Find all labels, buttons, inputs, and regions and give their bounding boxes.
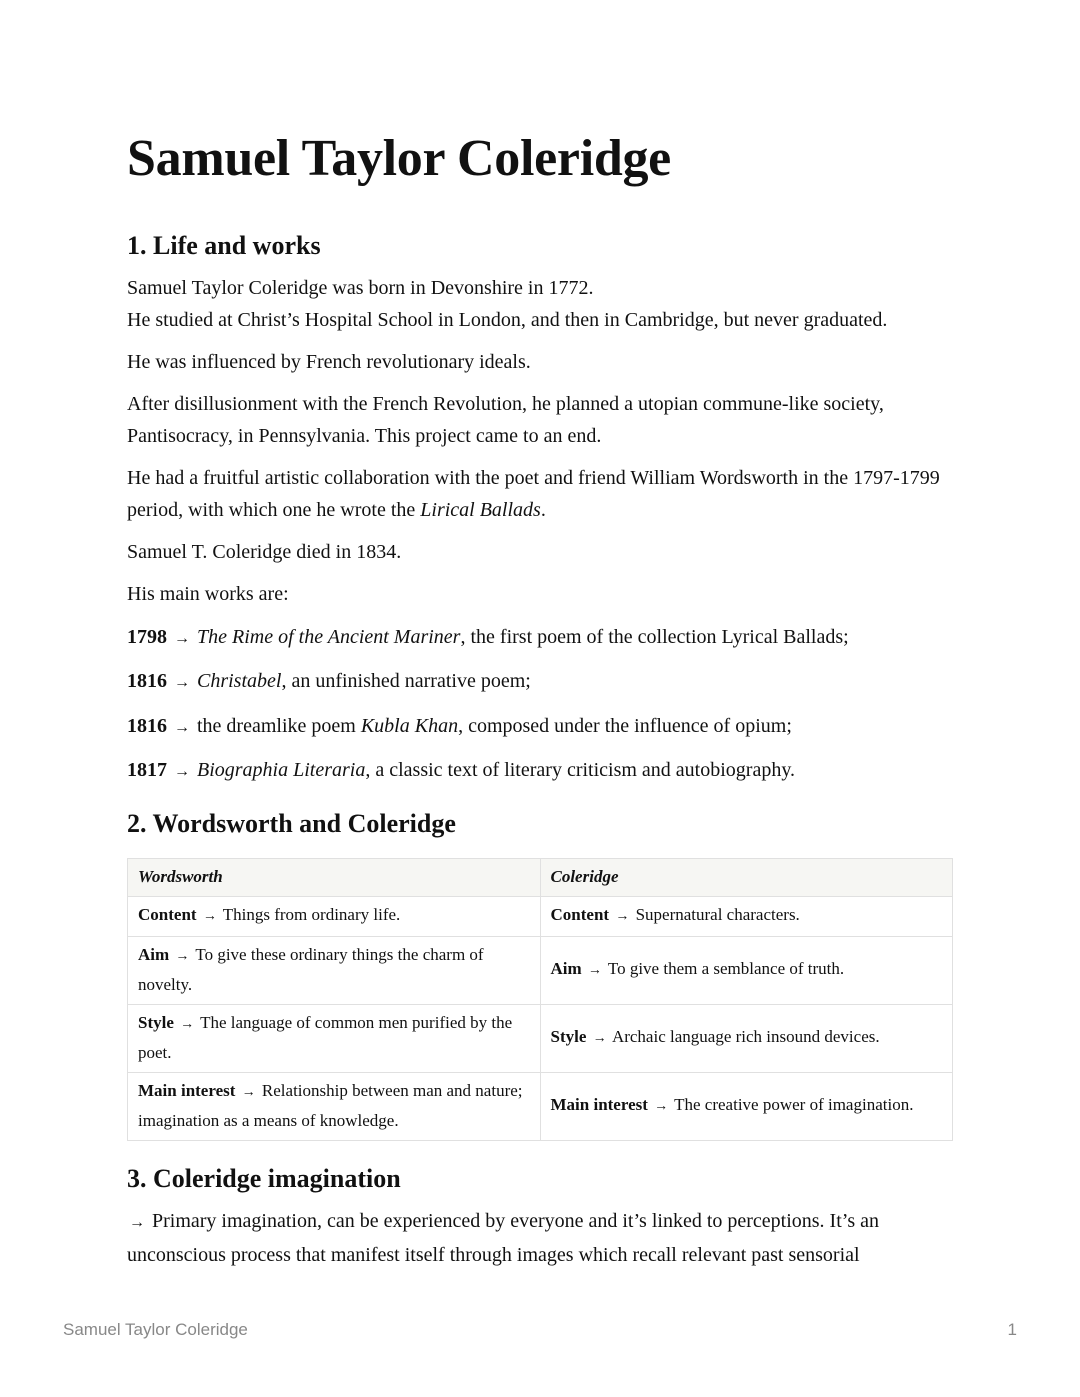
table-header-row (128, 859, 953, 897)
cell-text: Archaic language rich insound devices. (611, 1027, 880, 1046)
cell-label: Main interest (550, 1095, 648, 1114)
cell-text: Things from ordinary life. (222, 905, 401, 924)
cell-label: Aim (550, 959, 582, 978)
table-row (128, 1005, 953, 1073)
work-year: 1816 (127, 670, 167, 692)
cell-label: Style (138, 1013, 174, 1032)
paragraph: He was influenced by French revolutionary ideals. (127, 351, 531, 373)
arrow-right-icon: → (174, 674, 190, 691)
table-cell (128, 937, 541, 1005)
arrow-right-icon: → (174, 718, 190, 736)
document-page (127, 128, 953, 1271)
paragraph-text: Primary imagination, can be experienced by everyone and it’s linked to perceptions. It’s an unconscious process that manifest itself through images which recall relevant past sensorial (127, 1210, 879, 1266)
cell-label: Content (550, 905, 610, 924)
arrow-right-icon: → (241, 1085, 256, 1100)
cell-text: To give these ordinary things the charm of novelty. (138, 945, 484, 994)
works-list (127, 621, 953, 789)
table-cell (540, 897, 953, 937)
work-year: 1817 (127, 759, 167, 781)
paragraph-line: Samuel Taylor Coleridge was born in Devonshire in 1772. (127, 277, 594, 299)
cell-label: Style (550, 1027, 587, 1046)
cell-label: Main interest (138, 1081, 236, 1100)
table-cell (540, 1005, 953, 1073)
section-heading-life-and-works: 1. Life and works (127, 231, 321, 260)
arrow-right-icon: → (129, 1214, 145, 1231)
arrow-right-icon: → (202, 909, 217, 924)
paragraph (127, 462, 953, 526)
work-item (127, 621, 953, 655)
cell-text: To give them a semblance of truth. (607, 959, 845, 978)
table-cell (128, 1005, 541, 1073)
cell-text: Relationship between man and nature; imagination as a means of knowledge. (138, 1081, 523, 1130)
arrow-right-icon: → (615, 909, 630, 924)
page-title: Samuel Taylor Coleridge (127, 130, 671, 187)
column-header-coleridge: Coleridge (540, 859, 953, 897)
work-text: , composed under the influence of opium; (458, 714, 792, 737)
work-item (127, 665, 953, 699)
arrow-right-icon: → (175, 949, 190, 964)
paragraph-text: He had a fruitful artistic collaboration with the poet and friend William Wordsworth in the 1797-1799 period, with which one he wrote the (127, 467, 940, 521)
table-row (128, 1073, 953, 1141)
paragraph: After disillusionment with the French Revolution, he planned a utopian commune-like society, Pantisocracy, in Pennsylvania. This project came to an end. (127, 393, 884, 447)
arrow-right-icon: → (180, 1017, 195, 1032)
work-title: Biographia Literaria (197, 759, 366, 781)
work-year: 1798 (127, 625, 167, 648)
table-cell (540, 937, 953, 1005)
arrow-right-icon: → (654, 1099, 669, 1114)
work-year: 1816 (127, 714, 167, 737)
paragraph-line: He studied at Christ’s Hospital School in London, and then in Cambridge, but never graduated. (127, 309, 888, 331)
table-cell (128, 1073, 541, 1141)
column-header-wordsworth: Wordsworth (128, 859, 541, 897)
arrow-right-icon: → (592, 1031, 607, 1046)
work-text: , an unfinished narrative poem; (281, 670, 531, 692)
arrow-right-icon: → (174, 629, 190, 647)
paragraph-text: . (540, 499, 546, 521)
work-text: , the first poem of the collection Lyrical Ballads; (460, 625, 849, 648)
work-title: The Rime of the Ancient Mariner (197, 625, 461, 648)
cell-text: The language of common men purified by the poet. (138, 1013, 513, 1062)
work-title: Kubla Khan (360, 714, 459, 737)
cell-text: The creative power of imagination. (674, 1095, 914, 1114)
table-row (128, 937, 953, 1005)
section-heading-wordsworth-and-coleridge: 2. Wordsworth and Coleridge (127, 809, 456, 838)
section-heading-coleridge-imagination: 3. Coleridge imagination (127, 1164, 401, 1193)
comparison-table (127, 858, 953, 1141)
table-row (128, 897, 953, 937)
book-title: Lirical Ballads (420, 499, 541, 521)
work-title: Christabel (197, 670, 282, 692)
footer-page-number: 1 (1007, 1320, 1017, 1339)
arrow-right-icon: → (587, 963, 602, 978)
work-item (127, 754, 953, 788)
work-text: the dreamlike poem (197, 714, 361, 737)
paragraph (127, 272, 953, 336)
paragraph: Samuel T. Coleridge died in 1834. (127, 541, 402, 563)
work-text: , a classic text of literary criticism and autobiography. (365, 759, 796, 781)
footer-document-title: Samuel Taylor Coleridge (63, 1320, 248, 1339)
cell-label: Content (138, 905, 197, 924)
cell-label: Aim (138, 945, 170, 964)
work-item (127, 710, 953, 744)
paragraph: His main works are: (127, 583, 289, 605)
cell-text: Supernatural characters. (635, 905, 800, 924)
table-cell (128, 897, 541, 937)
table-cell (540, 1073, 953, 1141)
arrow-right-icon: → (174, 763, 190, 780)
paragraph (127, 1205, 953, 1271)
